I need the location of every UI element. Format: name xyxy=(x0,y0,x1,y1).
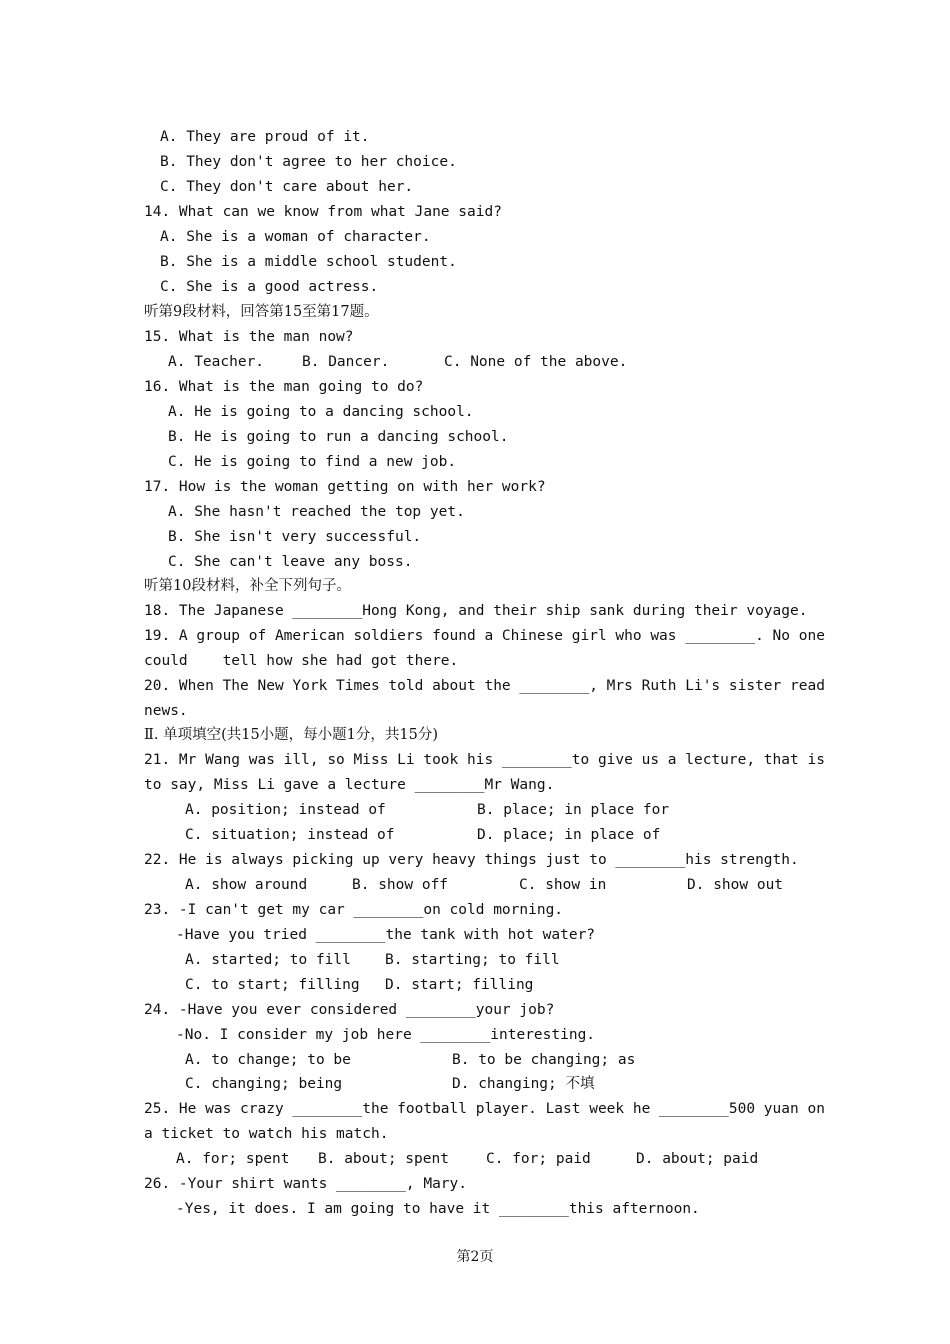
q22-option-d: D. show out xyxy=(687,877,784,893)
q17-option-b: B. She isn't very successful. xyxy=(168,529,422,545)
q23-line1: 23. -I can't get my car ________on cold morning. xyxy=(144,902,564,918)
q21-option-c: C. situation; instead of xyxy=(185,827,395,843)
q23-option-a: A. started; to fill xyxy=(185,952,351,968)
q25-option-b: B. about; spent xyxy=(318,1151,449,1167)
q15-option-b: B. Dancer. xyxy=(302,354,390,370)
q26-line2: -Yes, it does. I am going to have it ________this afternoon. xyxy=(176,1201,700,1217)
q17-option-a: A. She hasn't reached the top yet. xyxy=(168,504,465,520)
q17-option-c: C. She can't leave any boss. xyxy=(168,554,413,570)
q16-option-c: C. He is going to find a new job. xyxy=(168,454,457,470)
q13-option-a: A. They are proud of it. xyxy=(160,129,370,145)
q24-line1: 24. -Have you ever considered ________your job? xyxy=(144,1002,555,1018)
q25-line1: 25. He was crazy ________the football player. Last week he ________500 yuan on xyxy=(144,1101,825,1117)
q22-option-a: A. show around xyxy=(185,877,308,893)
q19-line1: 19. A group of American soldiers found a Chinese girl who was ________. No one xyxy=(144,628,825,644)
q24-option-d: D. changing; 不填 xyxy=(452,1076,595,1092)
section9-heading: 听第9段材料，回答第15至第17题。 xyxy=(144,304,379,320)
section10-heading: 听第10段材料，补全下列句子。 xyxy=(144,578,351,594)
q22-option-b: B. show off xyxy=(352,877,449,893)
section2-heading: Ⅱ. 单项填空(共15小题，每小题1分，共15分) xyxy=(144,727,439,743)
q21-option-b: B. place; in place for xyxy=(477,802,670,818)
q21-line1: 21. Mr Wang was ill, so Miss Li took his ________to give us a lecture, that is xyxy=(144,752,825,768)
q23-line2: -Have you tried ________the tank with hot water? xyxy=(176,927,596,943)
q19-line2: could tell how she had got there. xyxy=(144,653,459,669)
q14-option-b: B. She is a middle school student. xyxy=(160,254,457,270)
q20-line2: news. xyxy=(144,703,188,719)
q25-option-d: D. about; paid xyxy=(636,1151,759,1167)
q21-option-d: D. place; in place of xyxy=(477,827,661,843)
q14-stem: 14. What can we know from what Jane said? xyxy=(144,204,502,220)
page-number: 第2页 xyxy=(456,1249,494,1265)
q13-option-c: C. They don't care about her. xyxy=(160,179,414,195)
q14-option-a: A. She is a woman of character. xyxy=(160,229,431,245)
q16-stem: 16. What is the man going to do? xyxy=(144,379,424,395)
q18-text: 18. The Japanese ________Hong Kong, and their ship sank during their voyage. xyxy=(144,603,808,619)
q24-option-c: C. changing; being xyxy=(185,1076,343,1092)
q15-option-c: C. None of the above. xyxy=(444,354,628,370)
q23-option-b: B. starting; to fill xyxy=(385,952,560,968)
q25-option-a: A. for; spent xyxy=(176,1151,290,1167)
q17-stem: 17. How is the woman getting on with her work? xyxy=(144,479,546,495)
q13-option-b: B. They don't agree to her choice. xyxy=(160,154,457,170)
q23-option-c: C. to start; filling xyxy=(185,977,360,993)
q25-option-c: C. for; paid xyxy=(486,1151,591,1167)
q23-option-d: D. start; filling xyxy=(385,977,534,993)
q15-stem: 15. What is the man now? xyxy=(144,329,354,345)
q24-option-b: B. to be changing; as xyxy=(452,1052,636,1068)
q22-stem: 22. He is always picking up very heavy things just to ________his strength. xyxy=(144,852,799,868)
q22-option-c: C. show in xyxy=(519,877,607,893)
q16-option-b: B. He is going to run a dancing school. xyxy=(168,429,509,445)
q21-line2: to say, Miss Li gave a lecture ________Mr Wang. xyxy=(144,777,555,793)
q24-option-a: A. to change; to be xyxy=(185,1052,351,1068)
q24-line2: -No. I consider my job here ________interesting. xyxy=(176,1027,596,1043)
q25-line2: a ticket to watch his match. xyxy=(144,1126,389,1142)
q21-option-a: A. position; instead of xyxy=(185,802,386,818)
q16-option-a: A. He is going to a dancing school. xyxy=(168,404,474,420)
q15-option-a: A. Teacher. xyxy=(168,354,265,370)
q26-line1: 26. -Your shirt wants ________, Mary. xyxy=(144,1176,468,1192)
q14-option-c: C. She is a good actress. xyxy=(160,279,379,295)
q20-line1: 20. When The New York Times told about the ________, Mrs Ruth Li's sister read xyxy=(144,678,825,694)
